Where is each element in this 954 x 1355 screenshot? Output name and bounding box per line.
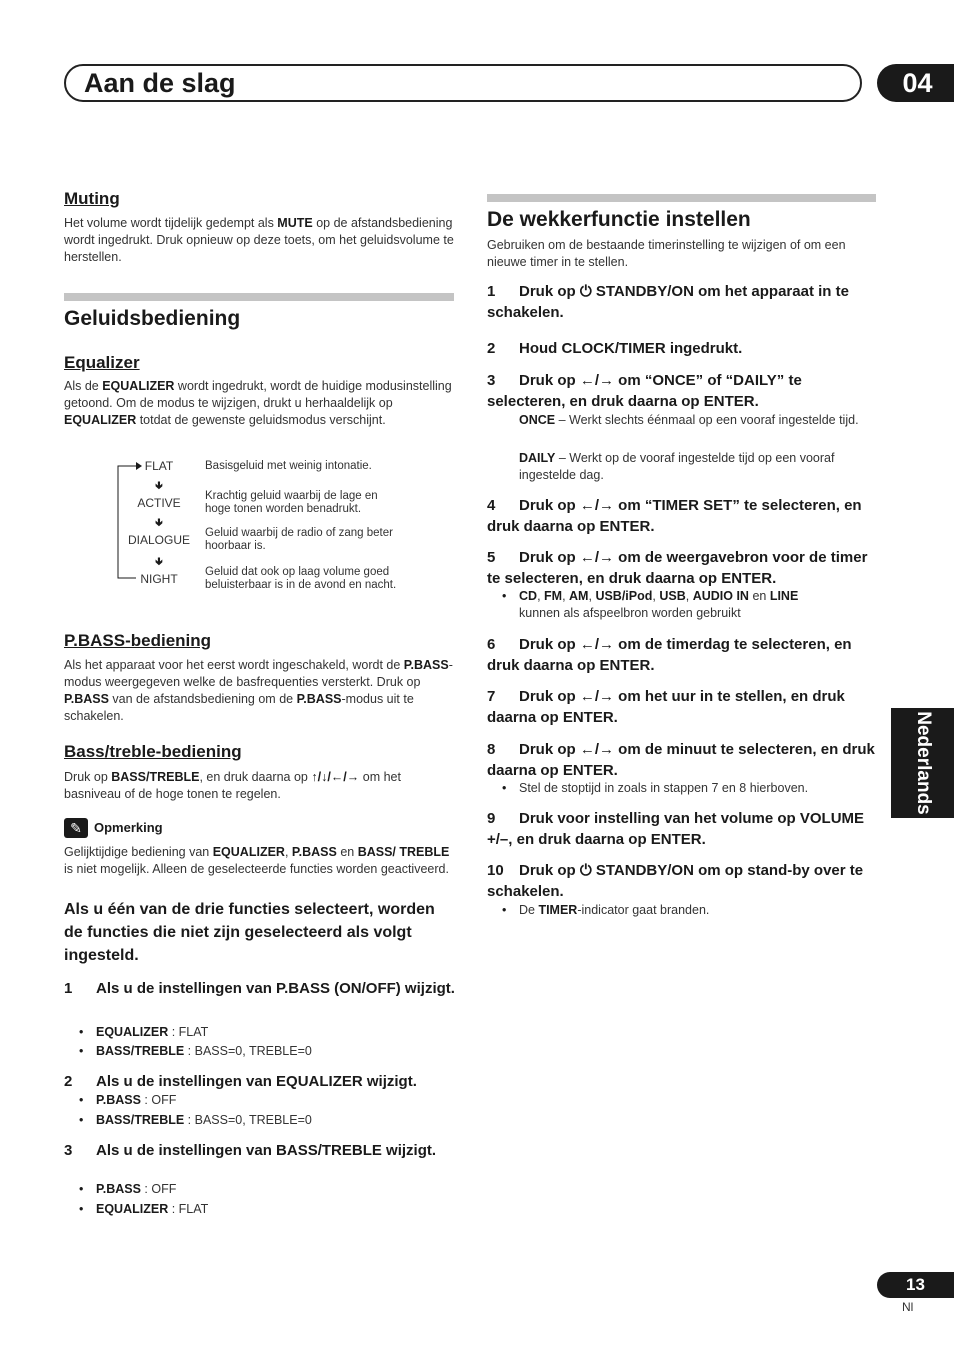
step-9: 9 Druk voor instelling van het volume op VOLUME +/–, en druk daarna op ENTER. bbox=[487, 810, 865, 848]
left-step-2: 2 Als u de instellingen van EQUALIZER wijzigt. bbox=[64, 1073, 417, 1090]
page-title: Aan de slag bbox=[84, 68, 236, 98]
pbass-text: Als het apparaat voor het eerst wordt ingeschakeld, wordt de P.BASS-modus weergegeven welke de basfrequenties versterkt. Druk op P.BASS van de afstandsbediening om de P.BASS-modus uit te schakelen. bbox=[64, 658, 453, 723]
arrow-keys-icon: ↑/↓/←/→ bbox=[311, 770, 360, 784]
arrow-down-icon: 🢃 bbox=[155, 556, 163, 568]
bass-treble-text: Druk op BASS/TREBLE, en druk daarna op ↑/↓/←/→ om het basniveau of de hoge tonen te regelen. bbox=[64, 770, 401, 801]
pbass-heading: P.BASS-bediening bbox=[64, 631, 212, 650]
page-language: Nl bbox=[902, 1300, 914, 1314]
wekker-heading: De wekkerfunctie instellen bbox=[487, 208, 751, 231]
list-item: • EQUALIZER : FLAT bbox=[96, 1201, 208, 1218]
note-label: Opmerking bbox=[94, 820, 163, 835]
language-tab: Nederlands bbox=[891, 708, 954, 818]
mode-label-active: ACTIVE bbox=[137, 496, 181, 510]
section-bar bbox=[487, 194, 876, 202]
list-item: • P.BASS : OFF bbox=[96, 1092, 176, 1109]
step-5: 5 Druk op ←/→ om de weergavebron voor de timer te selecteren, en druk daarna op ENTER. bbox=[487, 549, 868, 587]
step-7: 7 Druk op ←/→ om het uur in te stellen, en druk daarna op ENTER. bbox=[487, 688, 845, 726]
list-item: • De TIMER-indicator gaat branden. bbox=[519, 902, 879, 919]
equalizer-cycle-lines bbox=[110, 458, 150, 588]
note-text: Gelijktijdige bediening van EQUALIZER, P.BASS en BASS/ TREBLE is niet mogelijk. Alleen de geselecteerde functies worden geactiveerd. bbox=[64, 845, 450, 876]
list-item: • BASS/TREBLE : BASS=0, TREBLE=0 bbox=[96, 1043, 312, 1060]
mode-label-dialogue: DIALOGUE bbox=[127, 533, 190, 547]
bass-treble-heading: Bass/treble-bediening bbox=[64, 742, 242, 761]
list-item: • Stel de stoptijd in zoals in stappen 7 en 8 hierboven. bbox=[519, 780, 879, 797]
equalizer-text: Als de EQUALIZER wordt ingedrukt, wordt de huidige modusinstelling getoond. Om de modus te wijzigen, drukt u herhaaldelijk op EQUALIZER totdat de gewenste geluidsmodus verschijnt. bbox=[64, 379, 452, 427]
equalizer-heading: Equalizer bbox=[64, 353, 140, 372]
step-2: 2 Houd CLOCK/TIMER ingedrukt. bbox=[487, 340, 743, 357]
mode-label-night: NIGHT bbox=[140, 572, 178, 586]
mode-label-flat: FLAT bbox=[144, 459, 174, 473]
mode-desc-night: Geluid dat ook op laag volume goed beluisterbaar is in de avond en nacht. bbox=[205, 566, 397, 591]
arrow-down-icon: 🢃 bbox=[155, 480, 163, 492]
list-item: • BASS/TREBLE : BASS=0, TREBLE=0 bbox=[96, 1112, 312, 1129]
step-4: 4 Druk op ←/→ om “TIMER SET” te selecteren, en druk daarna op ENTER. bbox=[487, 497, 862, 535]
wekker-intro: Gebruiken om de bestaande timerinstelling te wijzigen of om een nieuwe timer in te stellen. bbox=[487, 238, 846, 269]
list-item: • CD, FM, AM, USB/iPod, USB, AUDIO IN en LINE kunnen als afspeelbron worden gebruikt bbox=[519, 588, 879, 622]
mode-desc-active: Krachtig geluid waarbij de lage en hoge tonen worden benadrukt. bbox=[205, 490, 378, 515]
once-text: ONCE – Werkt slechts éénmaal op een vooraf ingestelde tijd. bbox=[519, 413, 859, 427]
left-step-3: 3 Als u de instellingen van BASS/TREBLE wijzigt. bbox=[64, 1142, 437, 1159]
page-number: 13 bbox=[877, 1272, 954, 1298]
mode-desc-flat: Basisgeluid met weinig intonatie. bbox=[205, 460, 372, 472]
muting-text: Het volume wordt tijdelijk gedempt als MUTE op de afstandsbediening wordt ingedrukt. Druk opnieuw op deze toets, om het geluidsvolume te herstellen. bbox=[64, 216, 454, 264]
daily-text: DAILY – Werkt op de vooraf ingestelde tijd op een vooraf ingestelde dag. bbox=[519, 451, 835, 482]
muting-heading: Muting bbox=[64, 189, 120, 208]
mode-desc-dialogue: Geluid waarbij de radio of zang beter hoorbaar is. bbox=[205, 527, 393, 552]
list-item: • P.BASS : OFF bbox=[96, 1181, 176, 1198]
arrow-down-icon: 🢃 bbox=[155, 517, 163, 529]
geluid-heading: Geluidsbediening bbox=[64, 307, 241, 330]
section-bar bbox=[64, 293, 454, 301]
step-10: 10 Druk op ⏻ STANDBY/ON om op stand-by over te schakelen. bbox=[487, 862, 864, 900]
step-3: 3 Druk op ←/→ om “ONCE” of “DAILY” te selecteren, en druk daarna op ENTER. bbox=[487, 372, 802, 410]
step-1: 1 Druk op ⏻ STANDBY/ON om het apparaat in te schakelen. bbox=[487, 283, 849, 321]
step-8: 8 Druk op ←/→ om de minuut te selecteren, en druk daarna op ENTER. bbox=[487, 741, 875, 779]
left-step-1: 1 Als u de instellingen van P.BASS (ON/OFF) wijzigt. bbox=[64, 980, 455, 997]
list-item: • EQUALIZER : FLAT bbox=[96, 1024, 208, 1041]
pencil-icon: ✎ bbox=[64, 818, 88, 838]
select-note: Als u één van de drie functies selecteert, worden de functies die niet zijn geselecteerd als volgt ingesteld. bbox=[64, 901, 435, 964]
chapter-number: 04 bbox=[877, 64, 954, 102]
step-6: 6 Druk op ←/→ om de timerdag te selecteren, en druk daarna op ENTER. bbox=[487, 636, 852, 674]
